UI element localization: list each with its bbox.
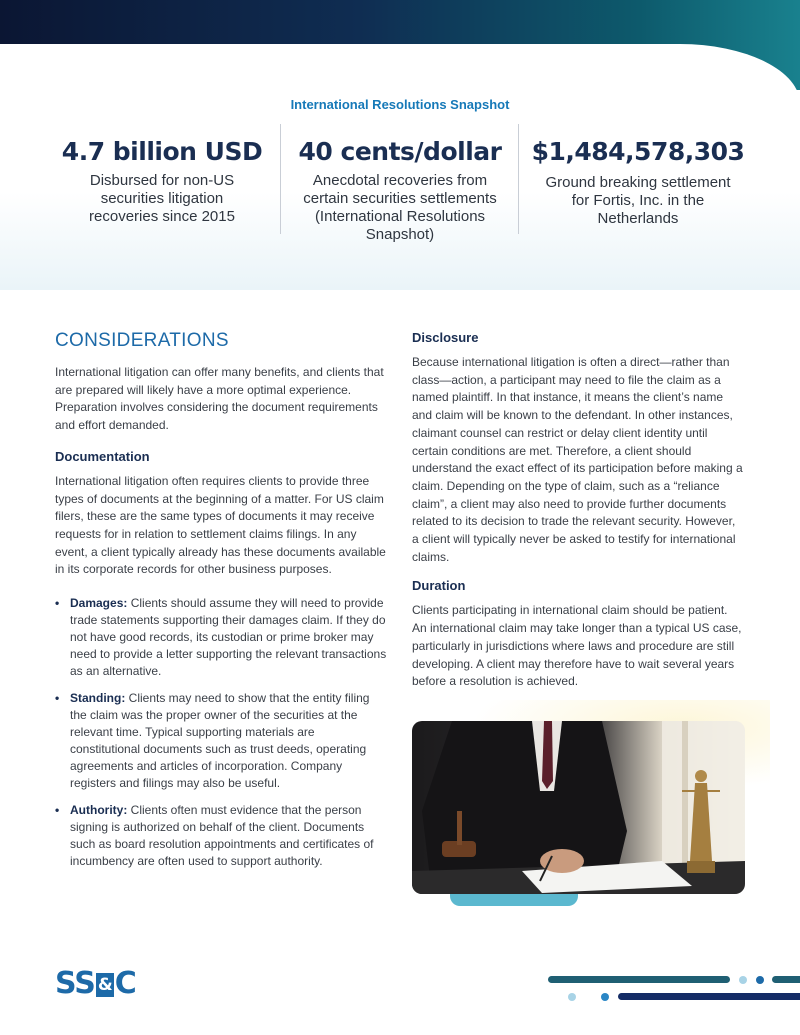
stat-settlement: [518, 134, 758, 228]
bullet-label: Damages:: [70, 596, 128, 611]
stat-recoveries: [280, 134, 520, 244]
list-item: [55, 595, 387, 680]
logo-text-left: SS: [55, 966, 95, 1001]
photo-illustration: [412, 721, 745, 894]
stat-disbursed: [42, 134, 282, 226]
disclosure-heading: Disclosure: [412, 330, 479, 345]
lawyer-signing-photo: [412, 721, 745, 894]
stat-value: 40 cents/dollar: [298, 137, 502, 166]
documentation-heading: Documentation: [55, 448, 150, 464]
bullet-text: Clients should assume they will need to provide trade statements supporting their damages claim. If they do not have good records, its custodian or prime broker may need to provide a letter supporting the relevant transactions as an alternative.: [70, 596, 387, 679]
document-types-list: [55, 595, 387, 870]
intro-paragraph: International litigation can offer many benefits, and clients that are prepared will likely have a more optimal experience. Preparation involves considering the document requirements and effort demanded.: [55, 365, 384, 433]
stat-description: Disbursed for non-US securities litigation recoveries since 2015: [89, 172, 235, 225]
footer-bar-navy: [618, 993, 800, 1000]
disclosure-paragraph: Because international litigation is often a direct—rather than class—action, a participant may need to file the claim as a named plaintiff. In that instance, it means the client’s name and claim will be known to the defendant. In other instances, claimant counsel can restrict or delay client identity until certain conditions are met. Therefore, a client should understand the exact effect of its participation before making a claim. Depending on the type of claim, such as a “reliance claim”, a client may also need to provide further documents related to its decision to trade the relevant security. However, a client will typically never be asked to testify for international claims.: [412, 355, 743, 564]
duration-paragraph: Clients participating in international claim should be patient. An international claim may take longer than a typical US case, particularly in jurisdictions where laws and procedure are still developing. A client may therefore have to wait several years before a resolution is achieved.: [412, 603, 742, 689]
snapshot-title: International Resolutions Snapshot: [290, 97, 510, 112]
bullet-text: Clients may need to show that the entity filing the claim was the proper owner of the securities at the relevant time. Typical supporting materials are constitutional documents such as trust deeds, operating agreements and articles of incorporation. Company registers and filings may also be useful.: [70, 691, 370, 791]
footer-bar-teal-end: [772, 976, 800, 983]
bullet-text: Clients often must evidence that the person signing is authorized on behalf of the client. Documents such as board resolution appointments and certificates of incumbency are often used to support authority.: [70, 803, 374, 869]
bullet-label: Authority:: [70, 803, 128, 818]
duration-heading: Duration: [412, 578, 466, 594]
list-item: [55, 690, 387, 792]
bullet-label: Standing:: [70, 691, 126, 706]
footer-dot: [756, 976, 764, 984]
stat-value: 4.7 billion USD: [61, 137, 263, 166]
stat-description: Anecdotal recoveries from certain securities settlements (International Resolutions Snapshot): [303, 172, 497, 243]
considerations-column: [55, 330, 387, 880]
footer-bar-teal: [548, 976, 730, 983]
logo-ampersand: &: [97, 974, 112, 995]
section-heading: CONSIDERATIONS: [55, 330, 229, 351]
footer-dot: [601, 993, 609, 1001]
footer-dot: [739, 976, 747, 984]
ssc-logo: [55, 966, 136, 1001]
footer-dot: [568, 993, 576, 1001]
disclosure-column: [412, 330, 744, 701]
logo-text-right: C: [114, 966, 136, 1001]
stat-value: $1,484,578,303: [531, 137, 745, 166]
documentation-paragraph: International litigation often requires clients to provide three types of documents at the beginning of a matter. For US claim filers, these are the same types of documents it may receive requests for in relation to settlement claims filings. In any event, a client typically already has these documents available in its corporate records for other business purposes.: [55, 473, 386, 577]
stat-description: Ground breaking settlement for Fortis, Inc. in the Netherlands: [545, 174, 731, 227]
list-item: [55, 802, 387, 870]
